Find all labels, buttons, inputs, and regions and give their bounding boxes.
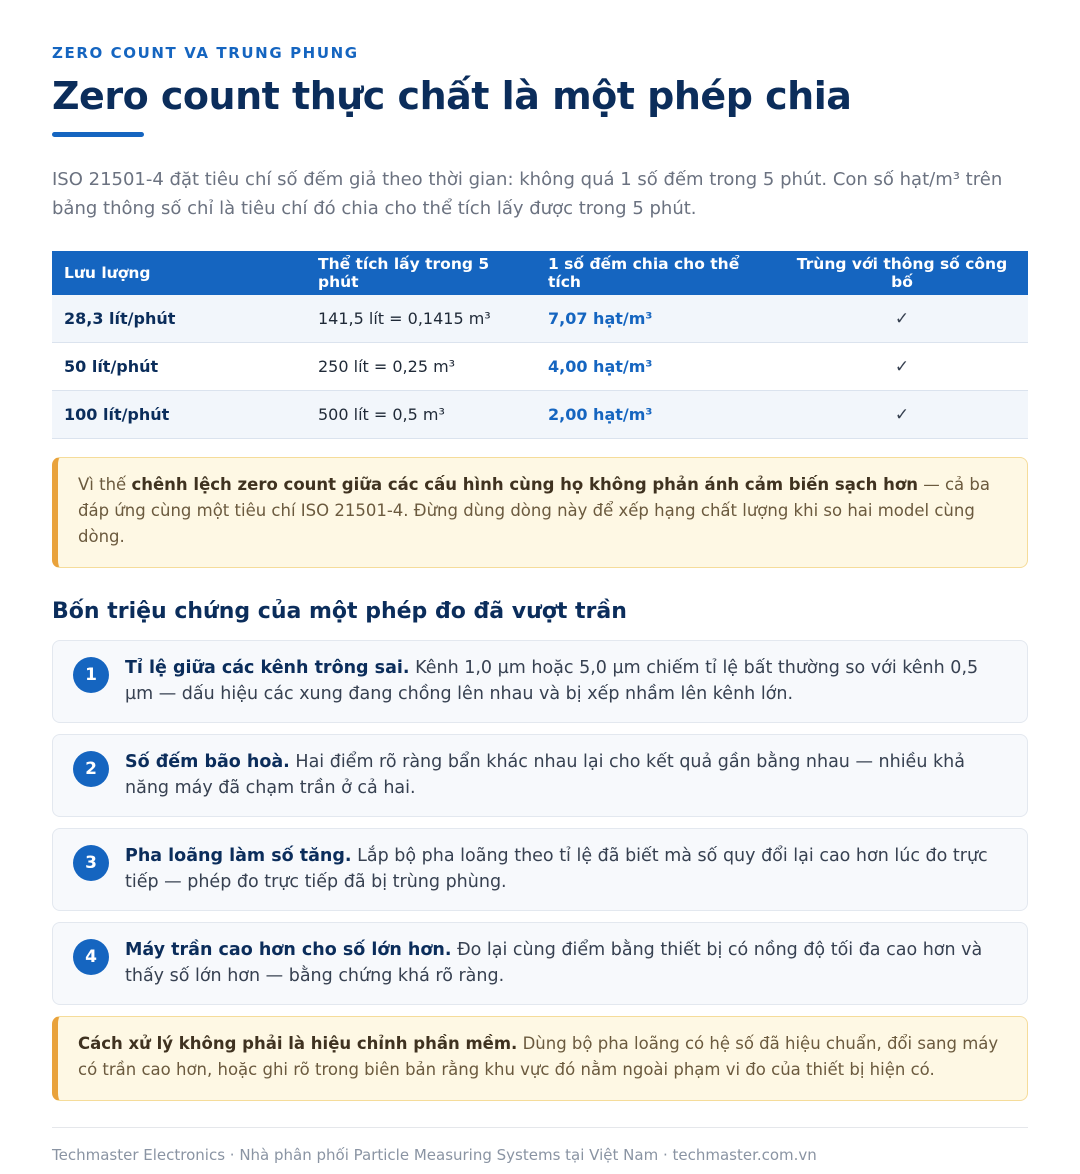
cell-concentration: 2,00 hạt/m³ xyxy=(536,391,776,439)
symptom-description: Kênh 1,0 µm hoặc 5,0 µm chiếm tỉ lệ bất thường so với kênh 0,5 µm — dấu hiệu các xung đang chồng lên nhau và bị xếp nhầm lên kênh lớn. xyxy=(125,658,979,704)
symptom-title: Pha loãng làm số tăng. xyxy=(125,846,352,866)
table-row xyxy=(52,343,1028,391)
cell-volume: 250 lít = 0,25 m³ xyxy=(306,343,536,391)
flow-rate-table xyxy=(52,251,1028,439)
symptom-card xyxy=(52,828,1028,911)
intro-paragraph: ISO 21501-4 đặt tiêu chí số đếm giả theo thời gian: không quá 1 số đếm trong 5 phút. Con số hạt/m³ trên bảng thông số chỉ là tiêu chí đó chia cho thể tích lấy được trong 5 phút. xyxy=(52,169,1003,219)
table-header-row xyxy=(52,251,1028,295)
check-icon: ✓ xyxy=(776,343,1028,391)
callout-text: — cả ba đáp ứng cùng một tiêu chí ISO 21501-4. Đừng dùng dòng này để xếp hạng chất lượng khi so hai model cùng dòng. xyxy=(78,475,990,546)
cell-flow: 100 lít/phút xyxy=(52,391,306,439)
cell-concentration: 4,00 hạt/m³ xyxy=(536,343,776,391)
column-header-volume: Thể tích lấy trong 5 phút xyxy=(306,251,536,295)
step-number-badge: 2 xyxy=(73,751,109,787)
callout-text: Vì thế xyxy=(78,475,132,494)
symptom-title: Số đếm bão hoà. xyxy=(125,752,290,772)
symptom-card xyxy=(52,734,1028,817)
table-row xyxy=(52,391,1028,439)
callout-text: Dùng bộ pha loãng có hệ số đã hiệu chuẩn, đổi sang máy có trần cao hơn, hoặc ghi rõ trong biên bản rằng khu vực đó nằm ngoài phạm vi đo của thiết bị hiện có. xyxy=(78,1034,999,1079)
symptom-card xyxy=(52,640,1028,723)
symptom-description: Lắp bộ pha loãng theo tỉ lệ đã biết mà số quy đổi lại cao hơn lúc đo trực tiếp — phép đo trực tiếp đã bị trùng phùng. xyxy=(125,846,988,892)
callout-zero-count xyxy=(52,457,1028,568)
cell-concentration: 7,07 hạt/m³ xyxy=(536,295,776,343)
callout-emphasis: Cách xử lý không phải là hiệu chỉnh phần mềm. xyxy=(78,1034,518,1053)
cell-volume: 500 lít = 0,5 m³ xyxy=(306,391,536,439)
check-icon: ✓ xyxy=(776,295,1028,343)
step-number-badge: 3 xyxy=(73,845,109,881)
check-icon: ✓ xyxy=(776,391,1028,439)
footer-divider xyxy=(52,1127,1028,1128)
page-title: Zero count thực chất là một phép chia xyxy=(52,74,852,118)
column-header-concentration: 1 số đếm chia cho thể tích xyxy=(536,251,776,295)
cell-flow: 28,3 lít/phút xyxy=(52,295,306,343)
callout-remedy xyxy=(52,1016,1028,1101)
symptom-card xyxy=(52,922,1028,1005)
symptom-description: Hai điểm rõ ràng bẩn khác nhau lại cho kết quả gần bằng nhau — nhiều khả năng máy đã chạm trần ở cả hai. xyxy=(125,752,965,798)
cell-volume: 141,5 lít = 0,1415 m³ xyxy=(306,295,536,343)
section-heading-symptoms: Bốn triệu chứng của một phép đo đã vượt trần xyxy=(52,599,627,624)
step-number-badge: 4 xyxy=(73,939,109,975)
symptom-description: Đo lại cùng điểm bằng thiết bị có nồng độ tối đa cao hơn và thấy số lớn hơn — bằng chứng khá rõ ràng. xyxy=(125,940,983,986)
eyebrow-label: ZERO COUNT VA TRUNG PHUNG xyxy=(52,44,359,62)
cell-flow: 50 lít/phút xyxy=(52,343,306,391)
footer-text: Techmaster Electronics · Nhà phân phối Particle Measuring Systems tại Việt Nam · techmaster.com.vn xyxy=(52,1146,817,1164)
title-underline xyxy=(52,132,144,137)
symptom-title: Máy trần cao hơn cho số lớn hơn. xyxy=(125,940,452,960)
table-row xyxy=(52,295,1028,343)
column-header-match: Trùng với thông số công bố xyxy=(776,251,1028,295)
column-header-flow: Lưu lượng xyxy=(52,251,306,295)
callout-emphasis: chênh lệch zero count giữa các cấu hình cùng họ không phản ánh cảm biến sạch hơn xyxy=(131,475,918,494)
symptom-title: Tỉ lệ giữa các kênh trông sai. xyxy=(125,658,410,678)
step-number-badge: 1 xyxy=(73,657,109,693)
